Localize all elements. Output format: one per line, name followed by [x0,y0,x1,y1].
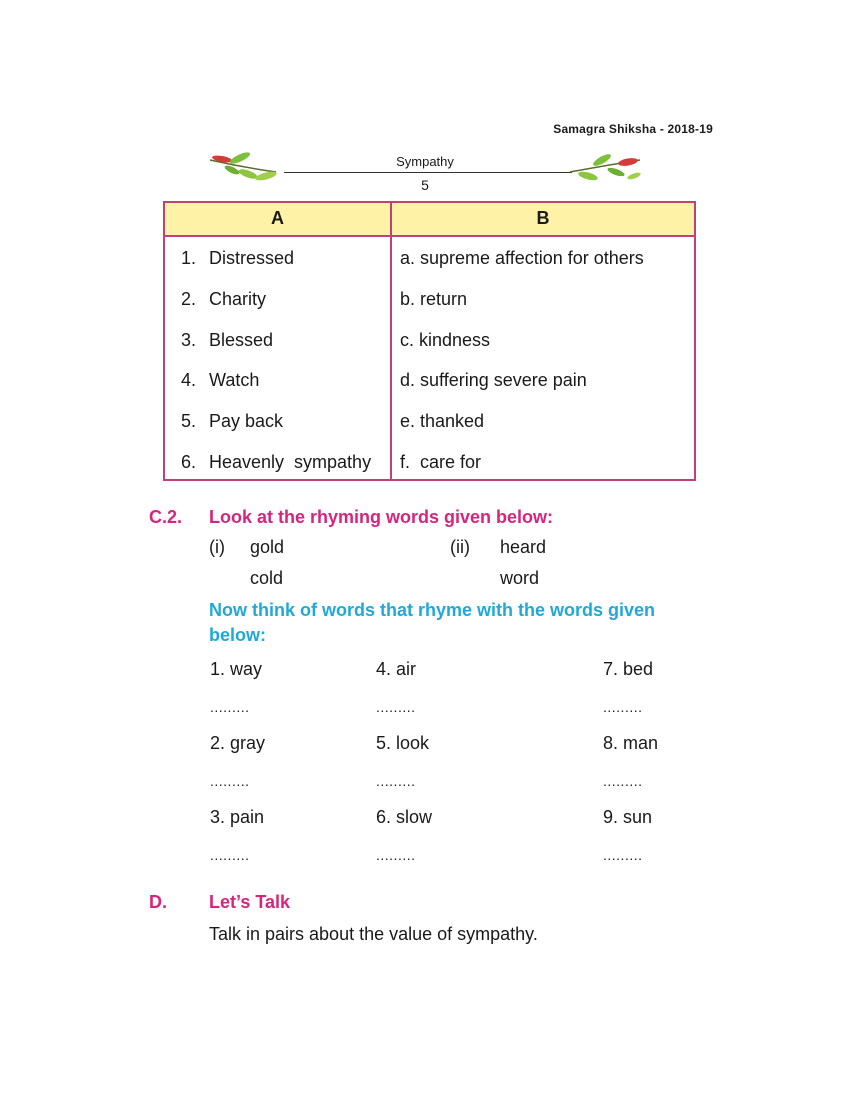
column-b-header: B [536,208,550,228]
rhyme-word-6: 6. slow [376,807,433,827]
rhyme-word-2: 2. gray [210,733,266,753]
pair-1-word-2: cold [250,568,284,588]
answer-blank-3[interactable]: ......... [210,847,250,863]
pair-2-number: (ii) [450,537,470,557]
row-6-number: 6. [181,452,197,472]
answer-blank-6[interactable]: ......... [376,847,416,863]
rhyme-word-9: 9. sun [603,807,653,827]
answer-blank-7[interactable]: ......... [603,699,643,715]
row-1-word: Distressed [209,248,295,268]
row-3-number: 3. [181,330,197,350]
header-rule [284,172,572,173]
row-4-meaning: d. suffering severe pain [400,370,587,390]
section-c2-title: Look at the rhyming words given below: [209,507,554,527]
answer-blank-9[interactable]: ......... [603,847,643,863]
pair-1-word-1: gold [250,537,285,557]
row-3-meaning: c. kindness [400,330,491,350]
series-header: Samagra Shiksha - 2018-19 [553,122,713,136]
rhyme-word-3: 3. pain [210,807,265,827]
section-d-label: D. [149,892,167,912]
chapter-title: Sympathy [396,154,454,169]
row-1-meaning: a. supreme affection for others [400,248,644,268]
row-4-number: 4. [181,370,197,390]
row-3-word: Blessed [209,330,274,350]
row-6-meaning: f. care for [400,452,482,472]
row-4-word: Watch [209,370,260,390]
section-d-text: Talk in pairs about the value of sympathy. [209,924,538,944]
answer-blank-1[interactable]: ......... [210,699,250,715]
answer-blank-4[interactable]: ......... [376,699,416,715]
pair-1-number: (i) [209,537,225,557]
answer-blank-5[interactable]: ......... [376,773,416,789]
rhyme-word-5: 5. look [376,733,430,753]
column-a-header: A [271,208,284,228]
row-2-word: Charity [209,289,267,309]
row-6-word: Heavenly sympathy [209,452,372,472]
match-the-columns-table [163,201,696,481]
pair-2-word-1: heard [500,537,547,557]
row-5-number: 5. [181,411,197,431]
pair-2-word-2: word [500,568,540,588]
row-2-number: 2. [181,289,197,309]
section-c2-label: C.2. [149,507,183,527]
answer-blank-8[interactable]: ......... [603,773,643,789]
row-5-word: Pay back [209,411,284,431]
page-number: 5 [421,177,429,193]
rhyme-instruction-line-1: Now think of words that rhyme with the words given [209,600,656,620]
row-1-number: 1. [181,248,197,268]
rhyme-instruction-line-2: below: [209,625,266,645]
column-divider [390,203,392,479]
row-2-meaning: b. return [400,289,468,309]
rhyme-word-4: 4. air [376,659,417,679]
answer-blank-2[interactable]: ......... [210,773,250,789]
section-d-title: Let’s Talk [209,892,291,912]
rhyme-word-7: 7. bed [603,659,654,679]
rhyme-word-1: 1. way [210,659,263,679]
row-5-meaning: e. thanked [400,411,485,431]
rhyme-word-8: 8. man [603,733,659,753]
